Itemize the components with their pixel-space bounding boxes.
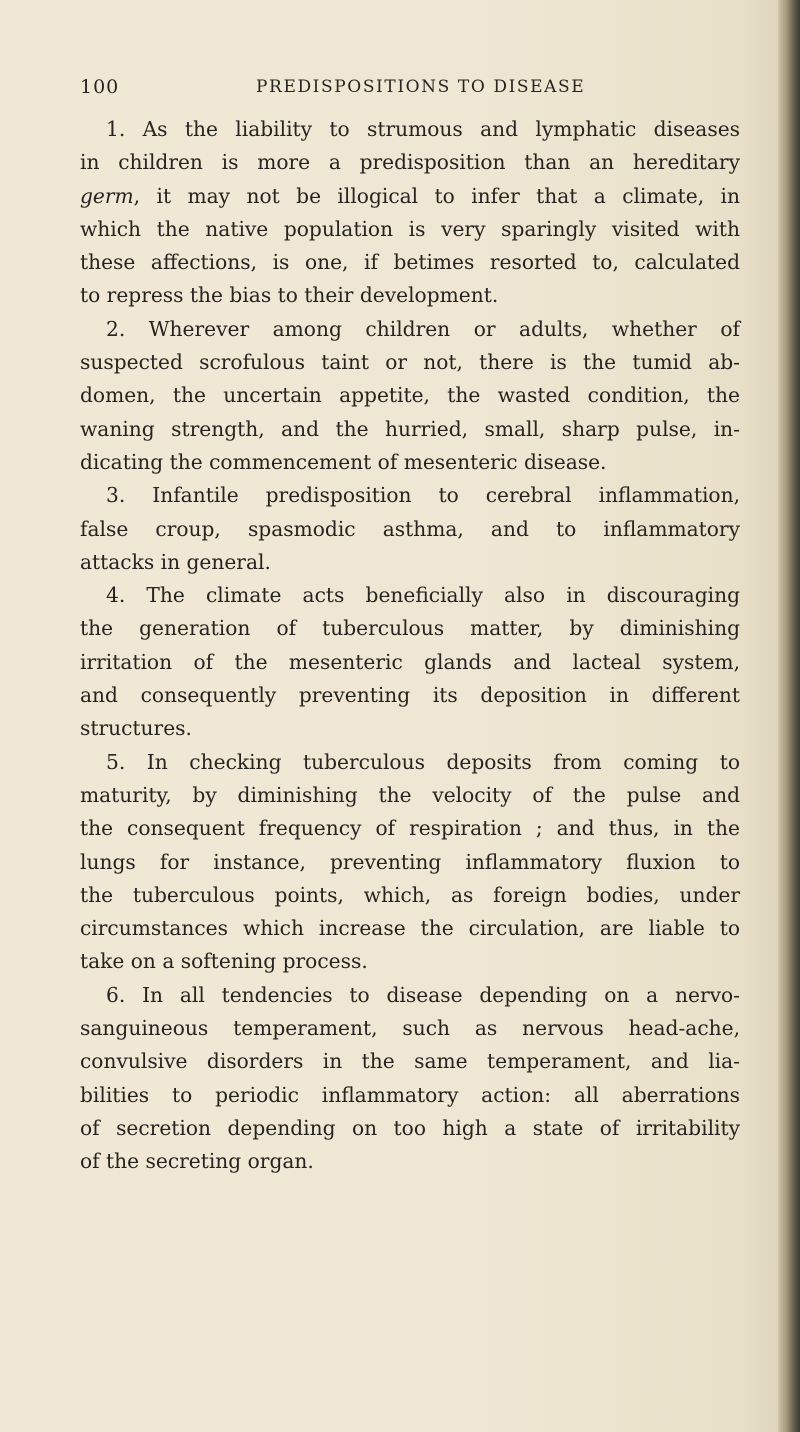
text-line: 3. Infantile predisposition to cerebral inflammation,	[106, 483, 740, 508]
page-edge-shadow	[778, 0, 800, 1432]
text-line: the generation of tuberculous matter, by diminishing	[80, 616, 740, 641]
text-line: take on a softening process.	[80, 949, 368, 974]
text-line: sanguineous temperament, such as nervous head-ache,	[80, 1016, 740, 1041]
text-line: 1. As the liability to strumous and lymphatic diseases	[106, 117, 740, 141]
text-line: in children is more a predisposition than an hereditary	[80, 150, 740, 175]
text-line: domen, the uncertain appetite, the wasted condition, the	[80, 383, 740, 408]
text-line: 4. The climate acts beneficially also in discouraging	[106, 583, 740, 608]
page-number: 100	[80, 76, 120, 98]
text-line: convulsive disorders in the same temperament, and lia-	[80, 1049, 740, 1074]
body-text	[80, 113, 740, 1179]
text-line: dicating the commencement of mesenteric disease.	[80, 449, 607, 474]
running-head: PREDISPOSITIONS TO DISEASE	[256, 77, 586, 97]
text-line: bilities to periodic inflammatory action: all aberrations	[80, 1082, 740, 1107]
page-header	[70, 76, 740, 106]
text-line: which the native population is very sparingly visited with	[80, 216, 740, 241]
text-line: 5. In checking tuberculous deposits from coming to	[106, 749, 740, 774]
italic-word: germ	[80, 183, 134, 208]
text-line: suspected scrofulous taint or not, there is the tumid ab-	[80, 350, 740, 375]
text-line: attacks in general.	[80, 549, 271, 574]
text-line: of secretion depending on too high a state of irritability	[80, 1115, 740, 1140]
text-line: of the secreting organ.	[80, 1149, 314, 1174]
text-line: structures.	[80, 716, 192, 741]
text-line: irritation of the mesenteric glands and lacteal system,	[80, 649, 740, 674]
text-line: lungs for instance, preventing inflammatory fluxion to	[80, 849, 740, 874]
text-line: 6. In all tendencies to disease depending on a nervo-	[106, 982, 740, 1007]
text-line: these affections, is one, if betimes resorted to, calculated	[80, 250, 740, 275]
text-line: the consequent frequency of respiration ; and thus, in the	[80, 816, 740, 841]
text-line: circumstances which increase the circulation, are liable to	[80, 916, 740, 941]
text-line: 2. Wherever among children or adults, whether of	[106, 316, 740, 341]
text-line: to repress the bias to their development.	[80, 283, 499, 308]
text-line: false croup, spasmodic asthma, and to inflammatory	[80, 516, 740, 541]
text-line	[80, 180, 740, 213]
text-line: maturity, by diminishing the velocity of the pulse and	[80, 782, 740, 807]
text-line: the tuberculous points, which, as foreign bodies, under	[80, 882, 740, 907]
text-line: waning strength, and the hurried, small, sharp pulse, in-	[80, 416, 740, 441]
text-segment: , it may not be illogical to infer that a climate, in	[133, 183, 740, 208]
text-line: and consequently preventing its deposition in different	[80, 683, 740, 708]
